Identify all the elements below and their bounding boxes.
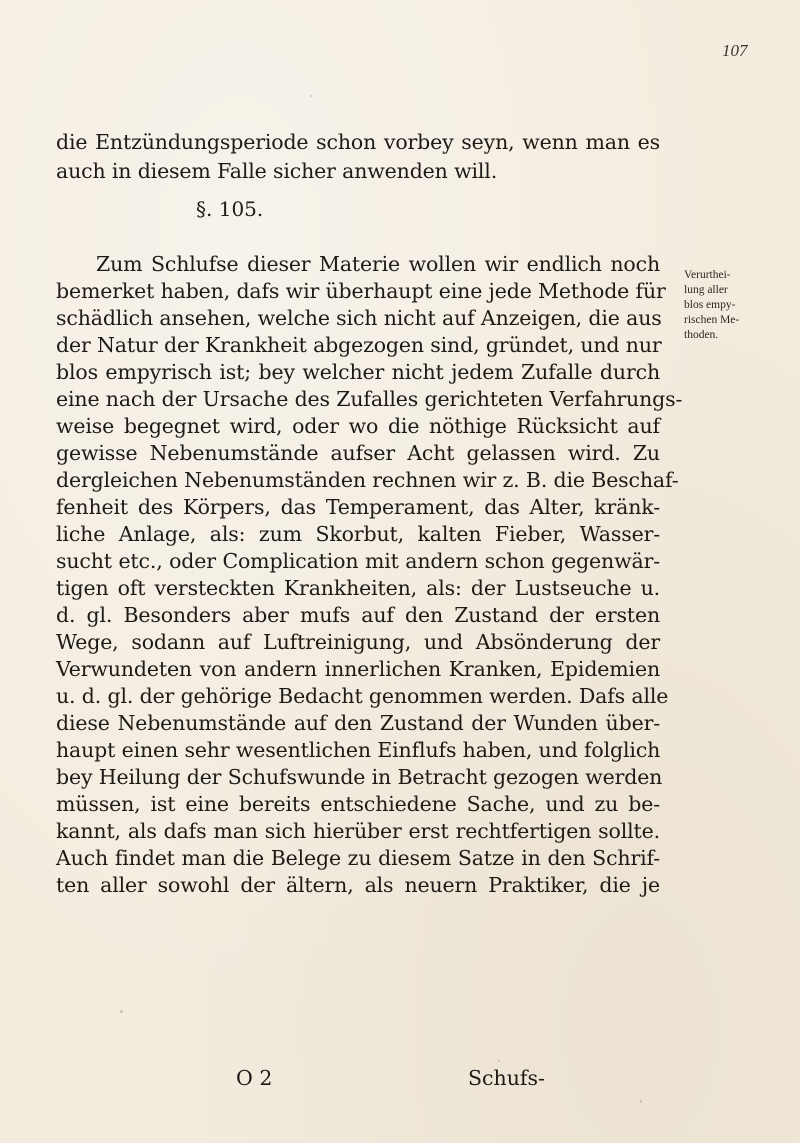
text-line: diese Nebenumstände auf den Zustand der Wunden über-: [56, 711, 660, 735]
text-line: eine nach der Ursache des Zufalles gerichteten Verfahrungs-: [56, 387, 683, 411]
text-line: die Entzündungsperiode schon vorbey seyn, wenn man es: [56, 130, 660, 154]
text-line: bey Heilung der Schufswunde in Betracht gezogen werden: [56, 765, 663, 789]
section-heading: §. 105.: [196, 197, 264, 221]
text-line: kannt, als dafs man sich hierüber erst rechtfertigen sollte.: [56, 819, 660, 843]
text-line: ten aller sowohl der ältern, als neuern Praktiker, die je: [56, 873, 660, 897]
paper-speck: [640, 1100, 642, 1103]
text-line: weise begegnet wird, oder wo die nöthige Rücksicht auf: [56, 414, 660, 438]
text-line: gewisse Nebenumstände aufser Acht gelassen wird. Zu: [56, 441, 660, 465]
text-line: d. gl. Besonders aber mufs auf den Zustand der ersten: [56, 603, 660, 627]
text-line: der Natur der Krankheit abgezogen sind, gründet, und nur: [56, 333, 662, 357]
catchword: Schufs-: [468, 1066, 545, 1090]
text-line: Verwundeten von andern innerlichen Kranken, Epidemien: [56, 657, 660, 681]
text-line: müssen, ist eine bereits entschiedene Sache, und zu be-: [56, 792, 660, 816]
text-line: fenheit des Körpers, das Temperament, das Alter, kränk-: [56, 495, 660, 519]
margin-note-line: thoden.: [684, 329, 719, 341]
margin-note-line: rischen Me-: [684, 314, 740, 326]
text-line: Wege, sodann auf Luftreinigung, und Absönderung der: [56, 630, 660, 654]
text-line: tigen oft versteckten Krankheiten, als: der Lustseuche u.: [56, 576, 660, 600]
text-line: liche Anlage, als: zum Skorbut, kalten Fieber, Wasser-: [56, 522, 660, 546]
text-line: schädlich ansehen, welche sich nicht auf Anzeigen, die aus: [56, 306, 662, 330]
paper-speck: [498, 1060, 500, 1062]
margin-note-line: blos empy-: [684, 299, 736, 311]
margin-note-line: Verurthei-: [684, 269, 731, 281]
page-number: 107: [722, 41, 748, 60]
text-line: bemerket haben, dafs wir überhaupt eine jede Methode für: [56, 279, 666, 303]
text-line: sucht etc., oder Complication mit andern schon gegenwär-: [56, 549, 660, 573]
text-line: blos empyrisch ist; bey welcher nicht jedem Zufalle durch: [56, 360, 660, 384]
text-line: auch in diesem Falle sicher anwenden will.: [56, 159, 498, 183]
paper-speck: [120, 1010, 123, 1013]
text-line: u. d. gl. der gehörige Bedacht genommen werden. Dafs alle: [56, 684, 669, 708]
text-line: Auch findet man die Belege zu diesem Satze in den Schrif-: [56, 846, 660, 870]
paper-speck: [310, 95, 312, 97]
signature-mark: O 2: [236, 1066, 273, 1090]
text-line: haupt einen sehr wesentlichen Einflufs haben, und folglich: [56, 738, 661, 762]
text-line: Zum Schlufse dieser Materie wollen wir endlich noch: [96, 252, 660, 276]
margin-note: [684, 268, 800, 343]
margin-note-line: lung aller: [684, 284, 728, 296]
text-line: dergleichen Nebenumständen rechnen wir z. B. die Beschaf-: [56, 468, 679, 492]
